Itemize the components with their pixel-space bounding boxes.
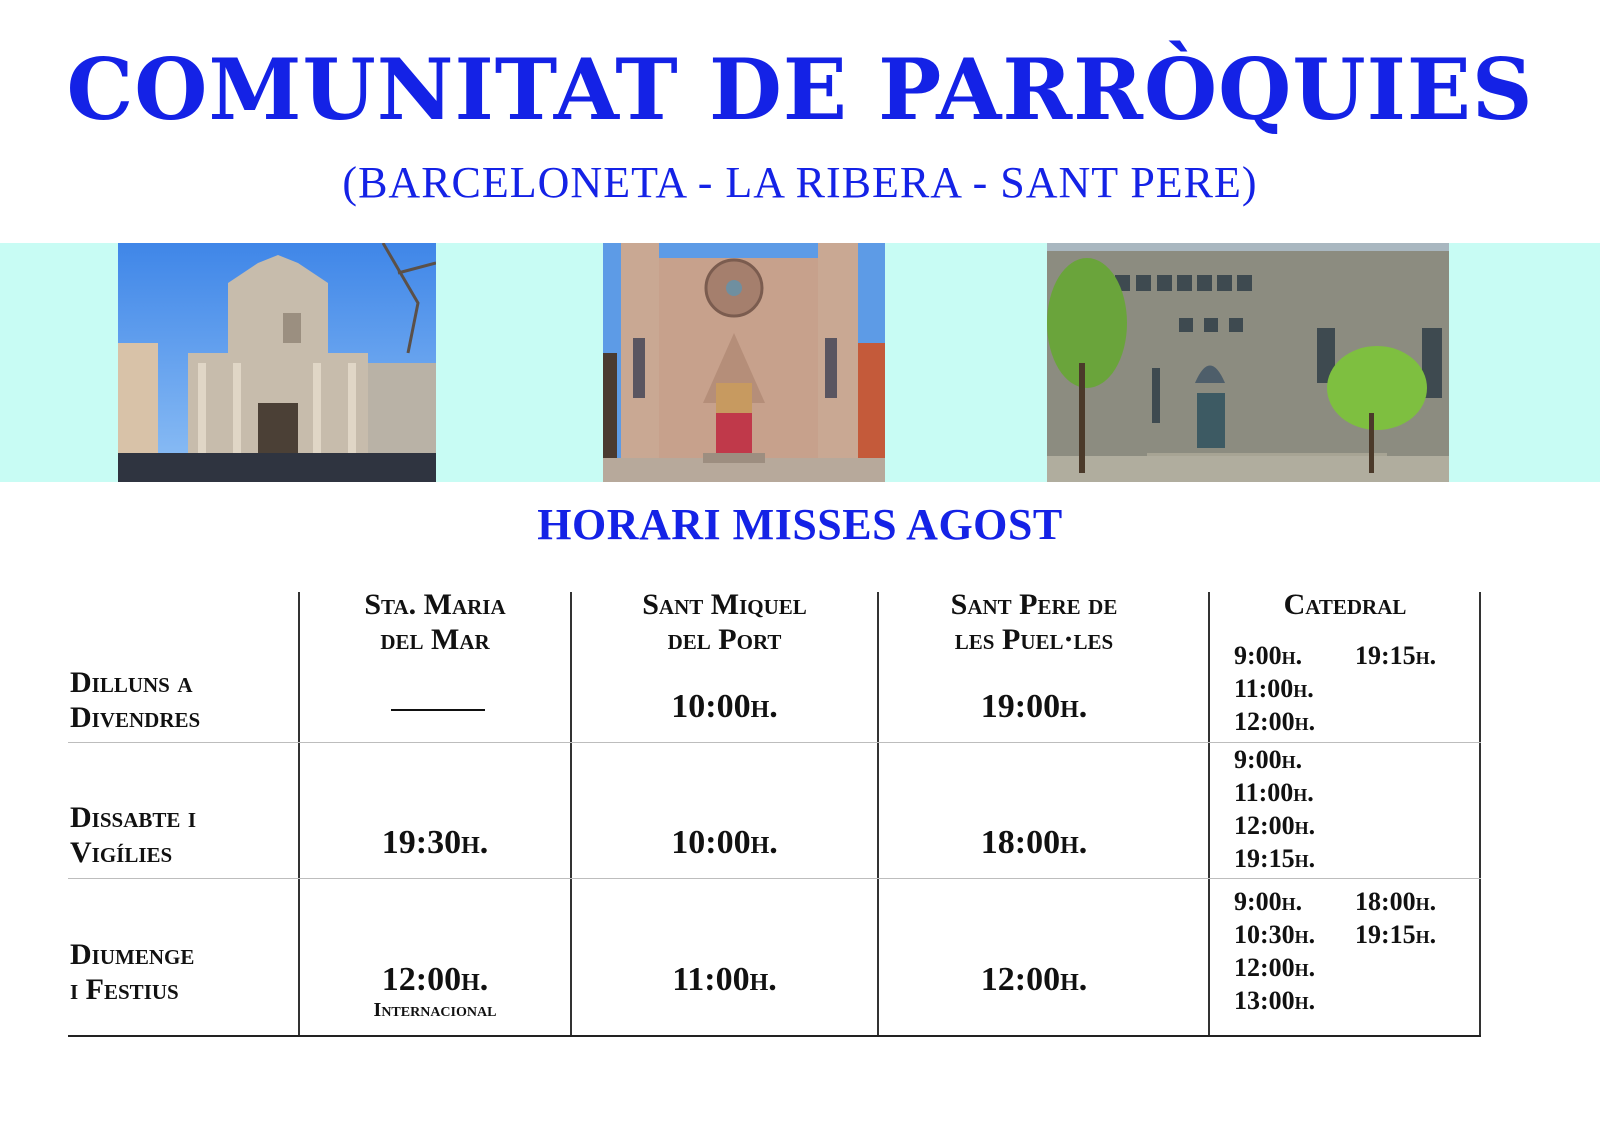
column-header-line: les Puel·les (954, 623, 1114, 656)
time-entry: 19:15h. (1355, 641, 1437, 670)
column-header-sant-pere-de-les-puelles (879, 587, 1189, 657)
row-label-saturday (70, 800, 196, 870)
page-title: COMUNITAT DE PARRÒQUIES (66, 40, 1534, 139)
catedral-times-saturday (1234, 743, 1315, 875)
catedral-times-weekdays-right (1355, 639, 1436, 672)
time-entry: 12:00h. (1234, 811, 1316, 840)
time-sant-miquel-weekdays: 10:00h. (671, 688, 778, 725)
time-entry: 9:00h. (1234, 745, 1303, 774)
column-divider (1208, 592, 1210, 1036)
column-header-line: Catedral (1283, 588, 1407, 621)
table-bottom-rule (68, 1035, 1481, 1037)
no-mass-dash (391, 709, 485, 711)
column-header-catedral (1210, 587, 1480, 622)
catedral-times-sunday-right (1355, 885, 1436, 951)
catedral-times-sunday-left (1234, 885, 1315, 1017)
column-header-line: Sta. Maria (364, 588, 506, 621)
time-entry: 12:00h. (1234, 707, 1316, 736)
row-label-line: i Festius (70, 973, 179, 1006)
column-header-sant-miquel-del-port (572, 587, 877, 657)
time-entry: 11:00h. (1234, 674, 1314, 703)
time-sant-miquel-saturday: 10:00h. (671, 824, 778, 861)
mass-schedule-table (68, 588, 1481, 1037)
time-sant-pere-saturday: 18:00h. (980, 824, 1088, 861)
time-entry: 12:00h. (1234, 953, 1316, 982)
time-entry: 10:30h. (1234, 920, 1316, 949)
column-header-line: del Port (667, 623, 782, 656)
row-label-sunday (70, 937, 194, 1007)
column-divider (1479, 592, 1481, 1036)
schedule-title: HORARI MISSES AGOST (537, 500, 1063, 549)
row-label-line: Diumenge (70, 938, 195, 971)
time-entry: 19:15h. (1355, 920, 1437, 949)
time-entry: 9:00h. (1234, 641, 1303, 670)
row-label-line: Vigílies (70, 836, 173, 869)
catedral-times-weekdays-left (1234, 639, 1315, 738)
time-sant-pere-weekdays: 19:00h. (980, 688, 1088, 725)
column-header-sta-maria-del-mar (300, 587, 570, 657)
time-entry: 18:00h. (1355, 887, 1437, 916)
time-entry: 19:15h. (1234, 844, 1316, 873)
time-sant-pere-sunday: 12:00h. (980, 961, 1088, 998)
time-sta-maria-saturday: 19:30h. (381, 824, 489, 861)
row-label-line: Divendres (70, 701, 201, 734)
column-header-line: Sant Miquel (642, 588, 807, 621)
row-divider (68, 878, 1481, 879)
row-label-line: Dissabte i (70, 801, 197, 834)
time-entry: 11:00h. (1234, 778, 1314, 807)
church-sant-pere-de-les-puelles-photo (1047, 243, 1449, 482)
time-entry: 9:00h. (1234, 887, 1303, 916)
time-sta-maria-sunday: 12:00h. (381, 961, 489, 998)
mass-note-internacional: Internacional (373, 999, 497, 1021)
basilica-santa-maria-del-mar-photo (603, 243, 885, 482)
row-label-weekdays (70, 665, 200, 735)
page-subtitle: (BARCELONETA - LA RIBERA - SANT PERE) (342, 158, 1258, 207)
time-sant-miquel-sunday: 11:00h. (672, 961, 777, 998)
church-sant-miquel-del-port-photo (118, 243, 436, 482)
column-header-line: Sant Pere de (950, 588, 1118, 621)
column-header-line: del Mar (380, 623, 490, 656)
row-label-line: Dilluns a (70, 666, 193, 699)
time-entry: 13:00h. (1234, 986, 1316, 1015)
